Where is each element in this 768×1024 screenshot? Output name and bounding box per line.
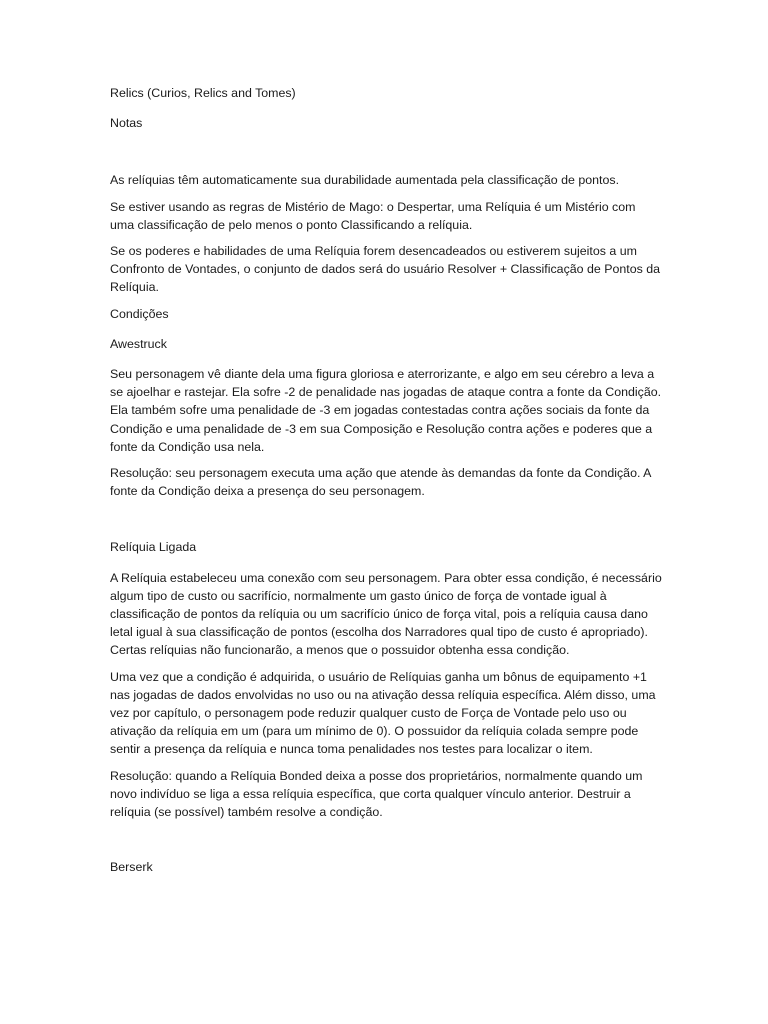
document-page [110, 84, 662, 877]
berserk-heading: Berserk [110, 860, 153, 875]
awestruck-resolution: Resolução: seu personagem executa uma ação que atende às demandas da fonte da Condição. A fonte da Condição deixa a presença do seu personagem. [110, 466, 651, 499]
intro-paragraph-1: As relíquias têm automaticamente sua durabilidade aumentada pela classificação de pontos. [110, 173, 620, 188]
conditions-heading: Condições [110, 306, 169, 321]
bonded-relic-heading: Relíquia Ligada [110, 540, 197, 555]
awestruck-body: Seu personagem vê diante dela uma figura gloriosa e aterrorizante, e algo em seu cérebro a leva a se ajoelhar e rastejar. Ela sofre -2 de penalidade nas jogadas de ataque contra a fonte da Condição. Ela também sofre uma penalidade de -3 em jogadas contestadas contra ações sociais da fonte da Condição e uma penalidade de -3 em sua Composição e Resolução contra ações e poderes que a fonte da Condição usa nela. [110, 367, 662, 454]
bonded-relic-resolution: Resolução: quando a Relíquia Bonded deixa a posse dos proprietários, normalmente quando um novo indivíduo se liga a essa relíquia específica, que corta qualquer vínculo anterior. Destruir a relíquia (se possível) também resolve a condição. [110, 768, 643, 820]
intro-paragraph-2: Se estiver usando as regras de Mistério de Mago: o Despertar, uma Relíquia é um Mistério com uma classificação de pelo menos o ponto Classificando a relíquia. [110, 199, 636, 232]
bonded-relic-body-2: Uma vez que a condição é adquirida, o usuário de Relíquias ganha um bônus de equipamento +1 nas jogadas de dados envolvidas no uso ou na ativação dessa relíquia específica. Além disso, uma vez por capítulo, o personagem pode reduzir qualquer custo de Força de Vontade pelo uso ou ativação da relíquia em um (para um mínimo de 0). O possuidor da relíquia colada sempre pode sentir a presença da relíquia e nunca toma penalidades nos testes para localizar o item. [110, 669, 656, 757]
bonded-relic-body-1: A Relíquia estabeleceu uma conexão com seu personagem. Para obter essa condição, é necessário algum tipo de custo ou sacrifício, normalmente um gasto único de força de vontade igual à classificação de pontos da relíquia ou um sacrifício único de força vital, pois a relíquia causa dano letal igual à sua classificação de pontos (escolha dos Narradores qual tipo de custo é apropriado). Certas relíquias não funcionarão, a menos que o possuidor obtenha essa condição. [110, 570, 662, 658]
notes-label: Notas [110, 116, 143, 131]
intro-paragraph-3: Se os poderes e habilidades de uma Relíquia forem desencadeados ou estiverem sujeitos a um Confronto de Vontades, o conjunto de dados será do usuário Resolver + Classificação de Pontos da Relíquia. [110, 244, 661, 295]
document-title: Relics (Curios, Relics and Tomes) [110, 86, 296, 100]
awestruck-heading: Awestruck [110, 336, 167, 351]
